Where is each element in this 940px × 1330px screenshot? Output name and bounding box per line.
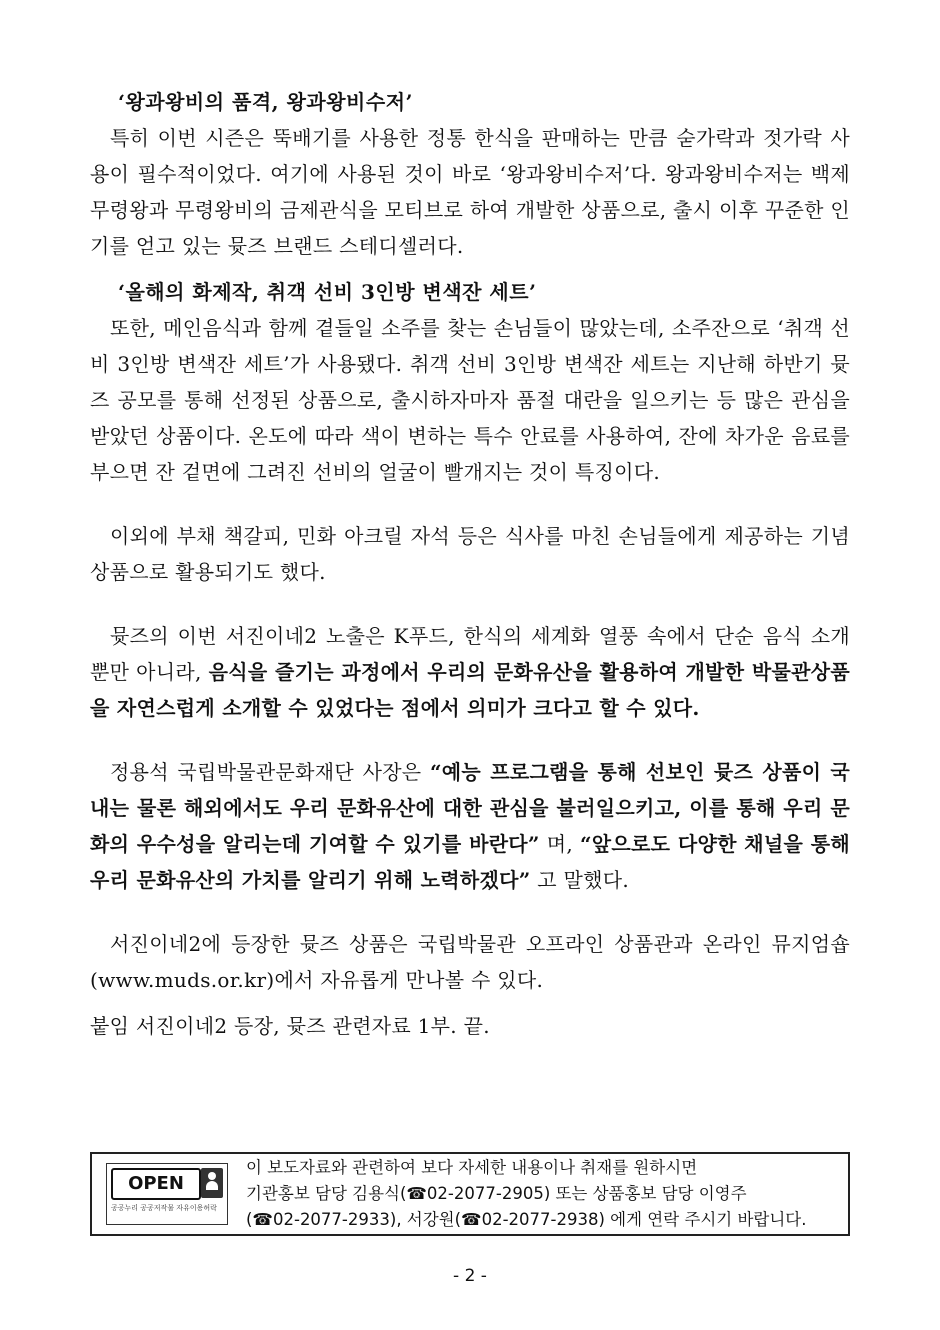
paragraph-cups: 또한, 메인음식과 함께 곁들일 소주를 찾는 손님들이 많았는데, 소주잔으로 ‘취객 선비 3인방 변색잔 세트’가 사용됐다. 취객 선비 3인방 변색잔 세트는 지난해 하반기 뮷즈 공모를 통해 선정된 상품으로, 출시하자마자 품절 대란을 일으키는 등 많은 관심을 받았던 상품이다. 온도에 따라 색이 변하는 특수 안료를 사용하여, 잔에 차가운 음료를 부으면 잔 겉면에 그려진 선비의 얼굴이 빨개지는 것이 특징이다. [90, 316, 850, 484]
attachment-note: 붙임 서진이네2 등장, 뮷즈 관련자료 1부. 끝. [90, 1014, 490, 1038]
paragraph-cutlery: 특히 이번 시즌은 뚝배기를 사용한 정통 한식을 판매하는 만큼 숟가락과 젓가락 사용이 필수적이었다. 여기에 사용된 것이 바로 ‘왕과왕비수저’다. 왕과왕비수저는 백제 무령왕과 무령왕비의 금제관식을 모티브로 하여 개발한 상품으로, 출시 이후 꾸준한 인기를 얻고 있는 뮷즈 브랜드 스테디셀러다. [90, 126, 850, 258]
quote-one: “예능 프로그램을 통해 선보인 뮷즈 상품이 국내는 물론 해외에서도 우리 문화유산에 대한 관심을 불러일으키고, 이를 통해 우리 문화의 우수성을 알리는데 기여할 수 있기를 바란다” [90, 760, 850, 856]
quote-two: “앞으로도 다양한 채널을 통해 우리 문화유산의 가치를 알리기 위해 노력하겠다” [90, 832, 850, 892]
quote-outro: 고 말했다. [530, 868, 629, 892]
open-license-logo [106, 1163, 228, 1225]
paragraph-where-to-buy: 서진이네2에 등장한 뮷즈 상품은 국립박물관 오프라인 상품관과 온라인 뮤지엄숍(www.muds.or.kr)에서 자유롭게 만나볼 수 있다. [90, 932, 850, 992]
contact-line-1: 이 보도자료와 관련하여 보다 자세한 내용이나 취재를 원하시면 [246, 1158, 698, 1177]
section-heading-king-queen-cutlery: ‘왕과왕비의 품격, 왕과왕비수저’ [118, 90, 413, 114]
page-number: - 2 - [453, 1266, 487, 1286]
contact-box [90, 1152, 850, 1236]
contact-line-3: (☎02-2077-2933), 서강원(☎02-2077-2938) 에게 연락 주시기 바랍니다. [246, 1210, 807, 1229]
person-icon [201, 1168, 223, 1198]
section-heading-color-changing-cups: ‘올해의 화제작, 취객 선비 3인방 변색잔 세트’ [118, 280, 537, 304]
paragraph-quote [90, 754, 850, 898]
contact-text [246, 1155, 807, 1233]
significance-bold-text: 음식을 즐기는 과정에서 우리의 문화유산을 활용하여 개발한 박물관상품을 자연스럽게 소개할 수 있었다는 점에서 의미가 크다고 할 수 있다. [90, 660, 850, 720]
quote-intro: 정용석 국립박물관문화재단 사장은 [110, 760, 430, 784]
paragraph-significance [90, 618, 850, 726]
paragraph-souvenirs: 이외에 부채 책갈피, 민화 아크릴 자석 등은 식사를 마친 손님들에게 제공하는 기념상품으로 활용되기도 했다. [90, 524, 850, 584]
open-logo-text: OPEN [111, 1168, 201, 1200]
contact-line-2: 기관홍보 담당 김용식(☎02-2077-2905) 또는 상품홍보 담당 이영주 [246, 1184, 747, 1203]
logo-caption: 공공누리 공공저작물 자유이용허락 [111, 1204, 217, 1212]
significance-text: 뮷즈의 이번 서진이네2 노출은 K푸드, 한식의 세계화 열풍 속에서 단순 음식 소개 뿐만 아니라, [90, 624, 850, 684]
quote-connector: 며, [539, 832, 580, 856]
document-body [90, 84, 850, 1044]
